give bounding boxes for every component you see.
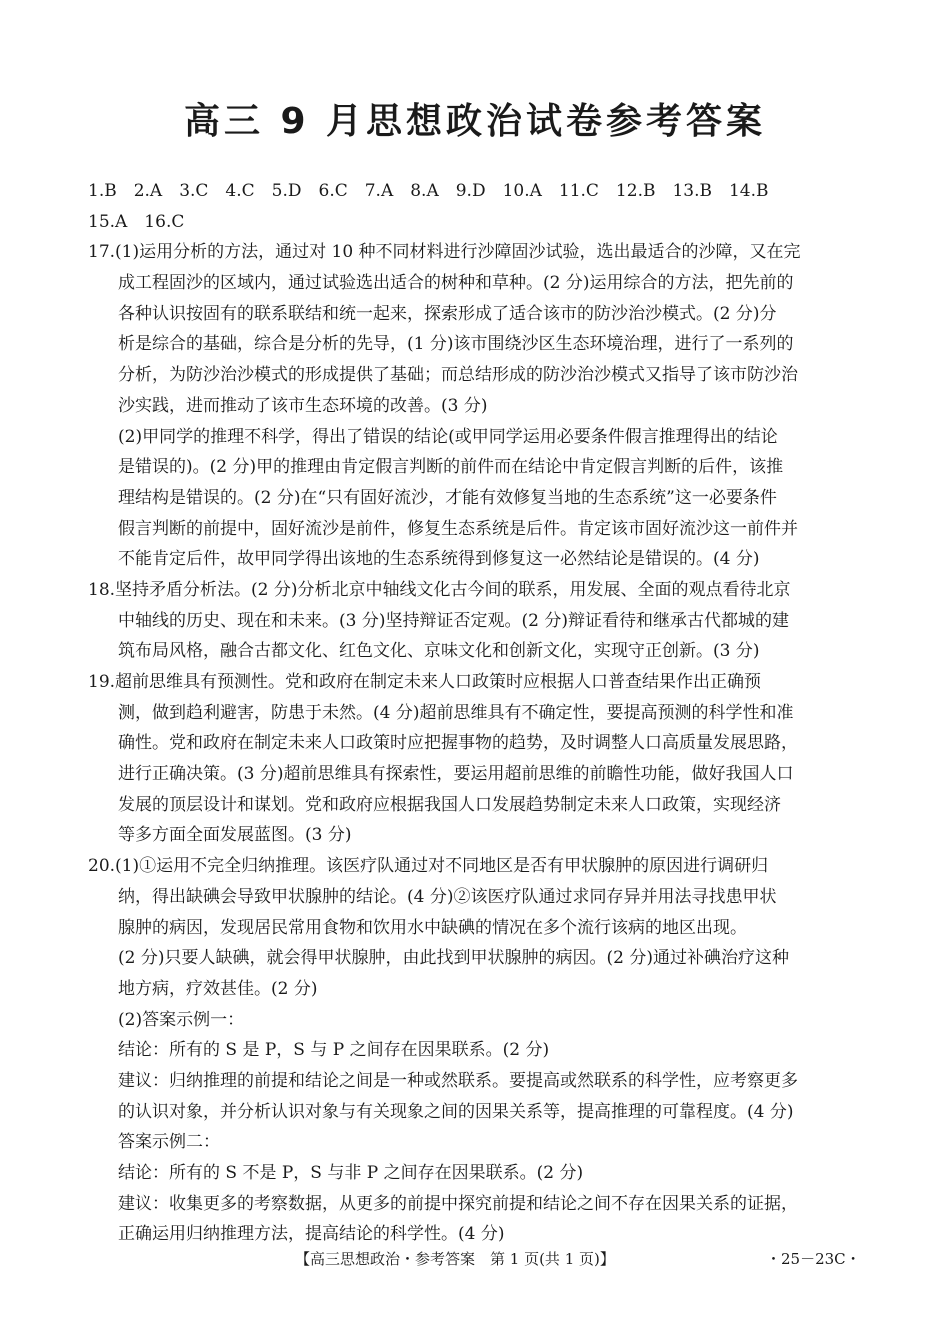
answer-content — [88, 176, 868, 1250]
page-title: 高三 9 月思想政治试卷参考答案 — [183, 101, 767, 142]
text-line: 测，做到趋利避害，防患于未然。(4 分)超前思维具有不确定性，要提高预测的科学性和准 — [118, 702, 794, 723]
text-line: 建议：归纳推理的前提和结论之间是一种或然联系。要提高或然联系的科学性，应考察更多 — [118, 1070, 798, 1091]
text-line: 的认识对象，并分析认识对象与有关现象之间的因果关系等，提高推理的可靠程度。(4 分) — [118, 1101, 794, 1122]
text-line: 20.(1)①运用不完全归纳推理。该医疗队通过对不同地区是否有甲状腺肿的原因进行调研归 — [88, 856, 769, 877]
text-line: 沙实践，进而推动了该市生态环境的改善。(3 分) — [118, 395, 488, 416]
text-line: 建议：收集更多的考察数据，从更多的前提中探究前提和结论之间不存在因果关系的证据， — [118, 1193, 798, 1214]
text-line: 纳，得出缺碘会导致甲状腺肿的结论。(4 分)②该医疗队通过求同存异并用法寻找患甲状 — [118, 886, 777, 907]
text-line: 假言判断的前提中，固好流沙是前件，修复生态系统是后件。肯定该市固好流沙这一前件并 — [118, 518, 798, 539]
text-line: 地方病，疗效甚佳。(2 分) — [118, 978, 318, 999]
text-line: 分析，为防沙治沙模式的形成提供了基础；而总结形成的防沙治沙模式又指导了该市防沙治 — [118, 365, 798, 386]
text-line: 不能肯定后件，故甲同学得出该地的生态系统得到修复这一必然结论是错误的。(4 分) — [118, 549, 760, 570]
text-line: 19.超前思维具有预测性。党和政府在制定未来人口政策时应根据人口普查结果作出正确预 — [88, 672, 762, 692]
text-line: (2 分)只要人缺碘，就会得甲状腺肿，由此找到甲状腺肿的病因。(2 分)通过补碘治疗这种 — [118, 948, 789, 969]
text-line: 1.B 2.A 3.C 4.C 5.D 6.C 7.A 8.A 9.D 10.A 11.C 12.B 13.B 14.B — [88, 181, 769, 201]
text-line: 理结构是错误的。(2 分)在“只有固好流沙，才能有效修复当地的生态系统”这一必要条件 — [118, 487, 777, 508]
footer-page-info: 【高三思想政治・参考答案 第 1 页(共 1 页)】 — [295, 1250, 615, 1268]
text-line: 筑布局风格，融合古都文化、红色文化、京味文化和创新文化，实现守正创新。(3 分) — [118, 641, 760, 662]
text-line: 15.A 16.C — [88, 211, 185, 232]
text-line: 成工程固沙的区域内，通过试验选出适合的树种和草种。(2 分)运用综合的方法，把先前的 — [118, 273, 794, 294]
text-line: 结论：所有的 S 不是 P，S 与非 P 之间存在因果联系。(2 分) — [118, 1163, 584, 1183]
text-line: 答案示例二： — [118, 1132, 220, 1153]
text-line: 发展的顶层设计和谋划。党和政府应根据我国人口发展趋势制定未来人口政策，实现经济 — [118, 794, 781, 815]
text-line: 18.坚持矛盾分析法。(2 分)分析北京中轴线文化古今间的联系，用发展、全面的观点看待北京 — [88, 579, 791, 600]
page-footer — [0, 1247, 950, 1271]
text-line: 结论：所有的 S 是 P，S 与 P 之间存在因果联系。(2 分) — [118, 1040, 550, 1061]
text-line: (2)甲同学的推理不科学，得出了错误的结论(或甲同学运用必要条件假言推理得出的结论 — [118, 426, 778, 447]
text-line: 析是综合的基础，综合是分析的先导，(1 分)该市围绕沙区生态环境治理，进行了一系列的 — [118, 334, 794, 355]
text-line: 正确运用归纳推理方法，提高结论的科学性。(4 分) — [118, 1224, 505, 1245]
footer-code: ・25－23C・ — [766, 1250, 861, 1268]
text-line: 中轴线的历史、现在和未来。(3 分)坚持辩证否定观。(2 分)辩证看待和继承古代都城的建 — [118, 610, 789, 631]
text-line: 各种认识按固有的联系联结和统一起来，探索形成了适合该市的防沙治沙模式。(2 分)分 — [118, 303, 777, 324]
text-line: 17.(1)运用分析的方法，通过对 10 种不同材料进行沙障固沙试验，选出最适合的沙障，又在完 — [88, 242, 801, 263]
text-line: 腺肿的病因，发现居民常用食物和饮用水中缺碘的情况在多个流行该病的地区出现。 — [118, 917, 747, 938]
text-line: 等多方面全面发展蓝图。(3 分) — [118, 825, 352, 846]
text-line: 进行正确决策。(3 分)超前思维具有探索性，要运用超前思维的前瞻性功能，做好我国人口 — [118, 764, 794, 785]
text-line: (2)答案示例一： — [118, 1009, 245, 1030]
text-line: 确性。党和政府在制定未来人口政策时应把握事物的趋势，及时调整人口高质量发展思路， — [118, 733, 798, 754]
text-line: 是错误的)。(2 分)甲的推理由肯定假言判断的前件而在结论中肯定假言判断的后件，该推 — [118, 457, 784, 478]
